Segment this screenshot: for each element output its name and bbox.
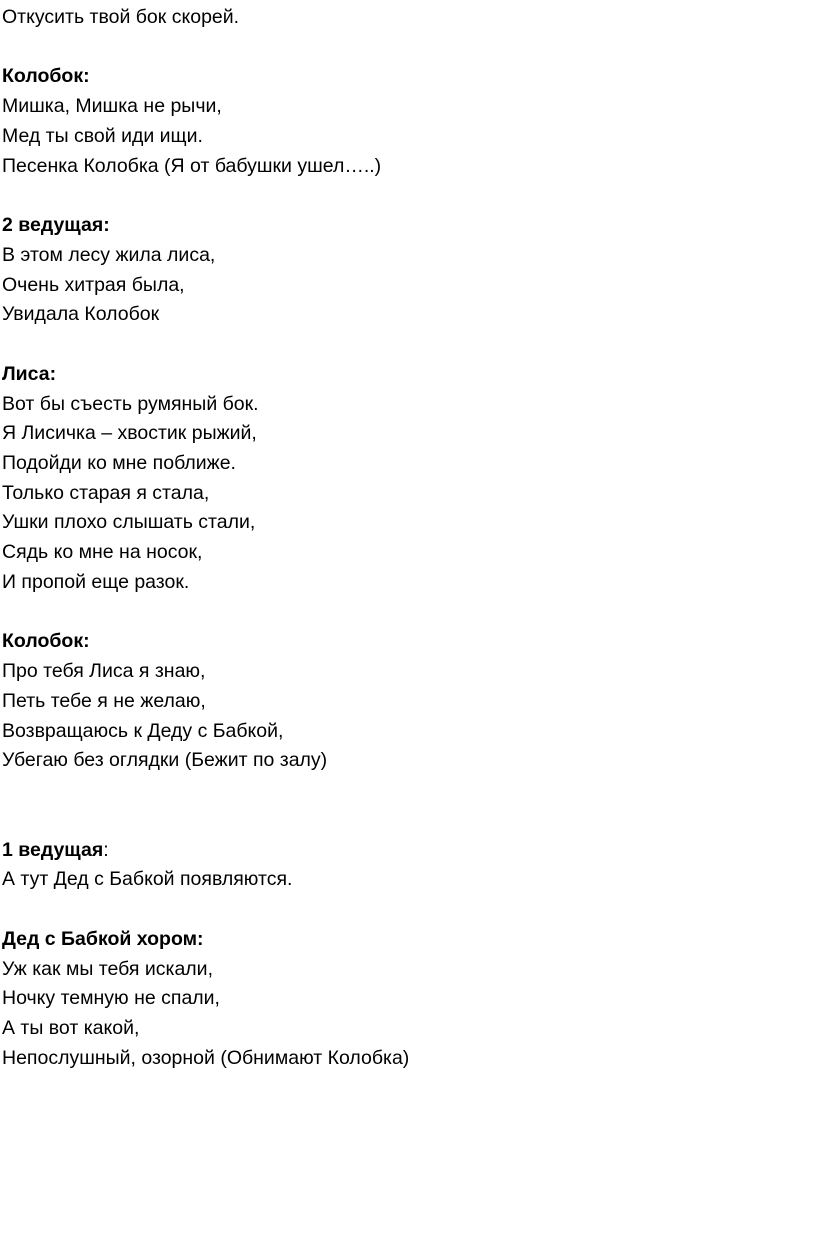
blank-line — [2, 598, 409, 628]
text-line — [2, 717, 409, 747]
line-text: Петь тебе я не желаю, — [2, 689, 206, 712]
text-line — [2, 1044, 409, 1074]
text-line — [2, 449, 409, 479]
text-line — [2, 92, 409, 122]
line-text: Песенка Колобка (Я от бабушки ушел…..) — [2, 154, 382, 177]
text-line — [2, 390, 409, 420]
text-line — [2, 955, 409, 985]
speaker-heading — [2, 211, 409, 241]
text-line — [2, 479, 409, 509]
text-line — [2, 568, 409, 598]
line-text: Мишка, Мишка не рычи, — [2, 95, 222, 118]
line-text: Подойди ко мне поближе. — [2, 452, 236, 475]
document-body — [2, 3, 409, 1073]
text-line — [2, 241, 409, 271]
text-line — [2, 419, 409, 449]
line-text: Уж как мы тебя искали, — [2, 957, 213, 980]
blank-line — [2, 806, 409, 836]
text-line — [2, 1014, 409, 1044]
line-text: И пропой еще разок. — [2, 570, 190, 593]
speaker-heading — [2, 836, 409, 866]
blank-line — [2, 895, 409, 925]
text-line — [2, 687, 409, 717]
text-line — [2, 300, 409, 330]
line-text: Ушки плохо слышать стали, — [2, 511, 256, 534]
line-text: Мед ты свой иди ищи. — [2, 124, 203, 147]
speaker-heading — [2, 627, 409, 657]
speaker-name: 2 ведущая: — [2, 214, 110, 237]
speaker-name: Колобок: — [2, 630, 90, 653]
text-line — [2, 152, 409, 182]
blank-line — [2, 776, 409, 806]
speaker-heading — [2, 925, 409, 955]
line-text: Только старая я стала, — [2, 481, 210, 504]
speaker-name: Колобок: — [2, 65, 90, 88]
text-line — [2, 508, 409, 538]
text-line — [2, 271, 409, 301]
line-text: Про тебя Лиса я знаю, — [2, 660, 206, 683]
heading-suffix: : — [103, 838, 109, 861]
line-text: Возвращаюсь к Деду с Бабкой, — [2, 719, 284, 742]
text-line — [2, 984, 409, 1014]
line-text: Непослушный, озорной (Обнимают Колобка) — [2, 1046, 410, 1069]
text-line — [2, 746, 409, 776]
speaker-name: Дед с Бабкой хором: — [2, 927, 204, 950]
speaker-name: Лиса: — [2, 362, 57, 385]
text-line — [2, 122, 409, 152]
line-text: Убегаю без оглядки (Бежит по залу) — [2, 749, 328, 772]
line-text: Ночку темную не спали, — [2, 987, 220, 1010]
line-text: Увидала Колобок — [2, 303, 160, 326]
speaker-heading — [2, 62, 409, 92]
blank-line — [2, 330, 409, 360]
line-text: Сядь ко мне на носок, — [2, 541, 203, 564]
line-text: В этом лесу жила лиса, — [2, 243, 216, 266]
line-text: А ты вот какой, — [2, 1016, 140, 1039]
line-text: Вот бы съесть румяный бок. — [2, 392, 259, 415]
line-text: А тут Дед с Бабкой появляются. — [2, 868, 293, 891]
text-line — [2, 538, 409, 568]
speaker-heading — [2, 360, 409, 390]
blank-line — [2, 33, 409, 63]
line-text: Я Лисичка – хвостик рыжий, — [2, 422, 257, 445]
text-line — [2, 3, 409, 33]
text-line — [2, 865, 409, 895]
line-text: Очень хитрая была, — [2, 273, 185, 296]
line-text: Откусить твой бок скорей. — [2, 6, 240, 28]
blank-line — [2, 181, 409, 211]
speaker-name: 1 ведущая — [2, 838, 104, 861]
text-line — [2, 657, 409, 687]
